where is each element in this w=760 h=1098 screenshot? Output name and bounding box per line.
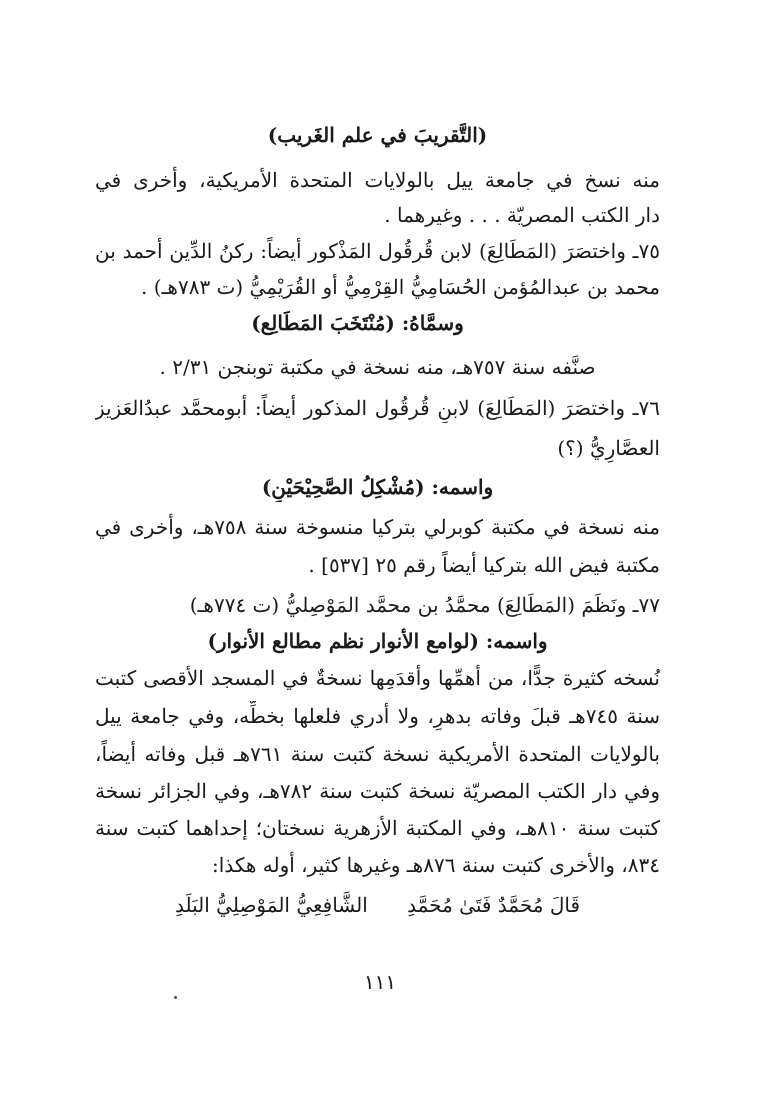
text-line: ٨٣٤، والأخرى كتبت سنة ٨٧٦هـ وغيرها كثير، أوله هكذا: xyxy=(212,853,660,877)
title-line: واسمه: (مُشْكِلُ الصَّحِيْحَيْنِ) xyxy=(261,475,494,499)
text-line: العصَّارِيُّ (؟) xyxy=(557,436,660,460)
text-line: مكتبة فيض الله بتركيا أيضاً رقم ٢٥ [٥٣٧] . xyxy=(308,553,660,577)
text-line: نُسخه كثيرة جدًّا، من أهمِّها وأقدَمِها نسخةٌ في المسجد الأقصى كتبت xyxy=(95,666,660,690)
entry-77-line: ٧٧ـ ونَظَمَ (المَطَالِعَ) محمَّدُ بن محمَّد المَوْصِليُّ (ت ٧٧٤هـ) xyxy=(189,593,660,617)
title-line: وسمَّاهُ: (مُنْتَخَبَ المَطَالِع) xyxy=(251,311,464,335)
entry-76-line: ٧٦ـ واختصَرَ (المَطَالِعَ) لابنِ قُرقُول المذكور أيضاً: أبومحمَّد عبدُالعَزيز xyxy=(95,396,660,420)
title-line: واسمه: (لوامع الأنوار نظم مطالع الأنوار) xyxy=(207,629,548,653)
text-line: محمد بن عبدالمُؤمن الحُسَامِيُّ القِرْمِيُّ أو القُرَيْمِيُّ (ت ٧٨٣هـ) . xyxy=(141,275,660,299)
page-number: ١١١ xyxy=(363,970,397,994)
text-line: بالولايات المتحدة الأمريكية نسخة كتبت سنة ٧٦١هـ قبل وفاته أيضاً، xyxy=(95,742,660,766)
text-line: منه نسخة في مكتبة كوبرلي بتركيا منسوخة سنة ٧٥٨هـ، وأخرى في xyxy=(95,515,660,539)
speck-mark xyxy=(174,996,177,999)
verse-second-hemistich: الشَّافِعِيُّ المَوْصِلِيُّ البَلَدِ xyxy=(175,893,368,917)
text-line: وفي دار الكتب المصريّة نسخة كتبت سنة ٧٨٢هـ، وفي الجزائر نسخة xyxy=(95,779,660,803)
entry-75-line: ٧٥ـ واختصَرَ (المَطَالِعَ) لابن قُرقُول المَذْكور أيضاً: ركنُ الدِّين أحمد بن xyxy=(95,239,660,263)
verse-line xyxy=(95,890,660,920)
verse-first-hemistich: قَالَ مُحَمَّدٌ فَتَىٰ مُحَمَّدِ xyxy=(407,893,580,917)
text-line: دار الكتب المصريّة . . . وغيرهما . xyxy=(384,203,660,227)
text-line: سنة ٧٤٥هـ قبلَ وفاته بدهرٍ، ولا أدري فلعلها بخطِّه، وفي جامعة ييل xyxy=(95,704,660,728)
text-line: كتبت سنة ٨١٠هـ، وفي المكتبة الأزهرية نسختان؛ إحداهما كتبت سنة xyxy=(95,816,660,840)
section-heading: (التَّقريبَ في علم الغَريب) xyxy=(267,123,488,147)
text-line: منه نسخ في جامعة ييل بالولايات المتحدة الأمريكية، وأخرى في xyxy=(95,168,660,192)
text-line: صنَّفه سنة ٧٥٧هـ، منه نسخة في مكتبة توبنجن ٢/٣١ . xyxy=(159,355,596,379)
